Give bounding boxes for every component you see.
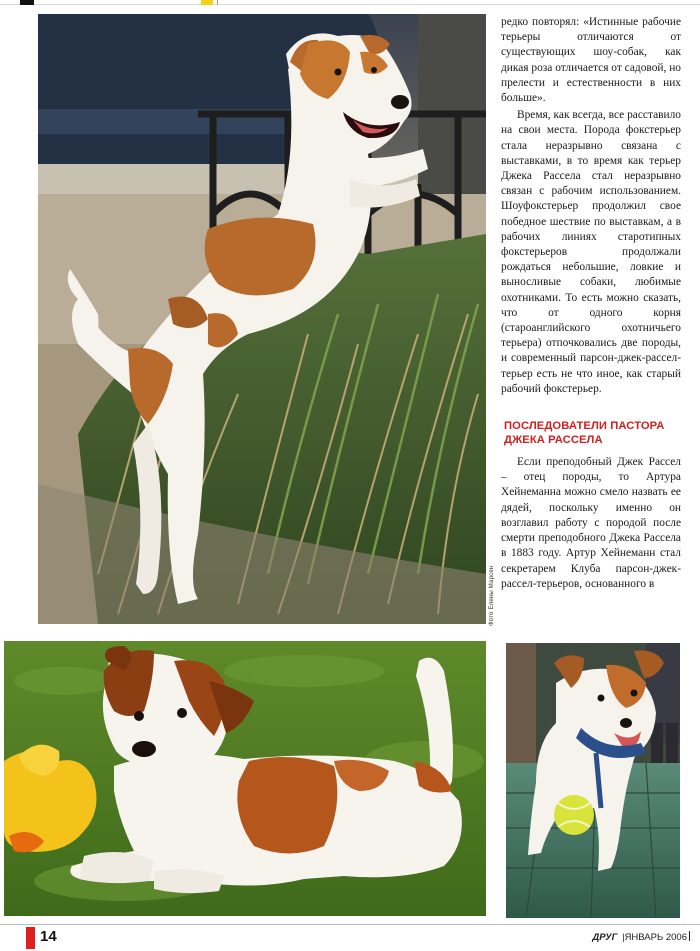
footer-rule [0,924,700,925]
top-color-mark-black [20,0,34,5]
top-color-mark-yellow [201,0,213,5]
article-column [501,15,681,592]
top-tick [217,0,218,5]
article-paragraph-2: Время, как всегда, все расставило на свои места. Порода фокстерьер стала неразрывно связана с выставками, в то время как терьер Джека Рассела стал неразрывно связан с рабочим использованием. Шоуфокстерьер продолжил свое победное шествие по выставкам, а в рабочих линиях старотипных фокстерьеров продолжали рождаться небольшие, ловкие и выносливые собаки, любимые охотниками. То есть можно сказать, что от одного корня (староанглийского охотничьего терьера) отпочковались две породы, и современный парсон-джек-рассел-терьер есть не что иное, как старый рабочий фокстерьер. [501,109,681,395]
top-rule [0,0,700,5]
photo-credit: Фото Елены Марсен [489,565,495,626]
photo-terrier-with-ball [506,643,680,918]
issue-date-close [689,931,690,941]
issue-date-open: | [622,932,625,943]
photo-terrier-on-fence [38,14,486,624]
magazine-name: ДРУГ [592,932,618,943]
article-paragraph-1: редко повторял: «Истинные рабочие терьеры отличаются от существующих шоу-собак, как дикая роза отличается от садовой, но прелести и естественности в них больше». [501,16,681,105]
page-number-tab [26,927,35,949]
magazine-footer [592,931,690,943]
photo-puppy-on-grass [4,641,486,916]
page-number: 14 [40,928,57,945]
section-heading: ПОСЛЕДОВАТЕЛИ ПАСТОРА ДЖЕКА РАССЕЛА [504,420,665,447]
issue-date: ЯНВАРЬ 2006 [624,932,687,943]
article-paragraph-3: Если преподобный Джек Рассел – отец породы, то Артура Хейнеманна можно смело назвать ее дядей, поскольку именно он возглавил работу с породой после смерти преподобного Джека Рассела в 1883 году. Артур Хейнеманн стал секретарем Клуба парсон-джек-рассел-терьеров, основанного в [501,456,681,590]
